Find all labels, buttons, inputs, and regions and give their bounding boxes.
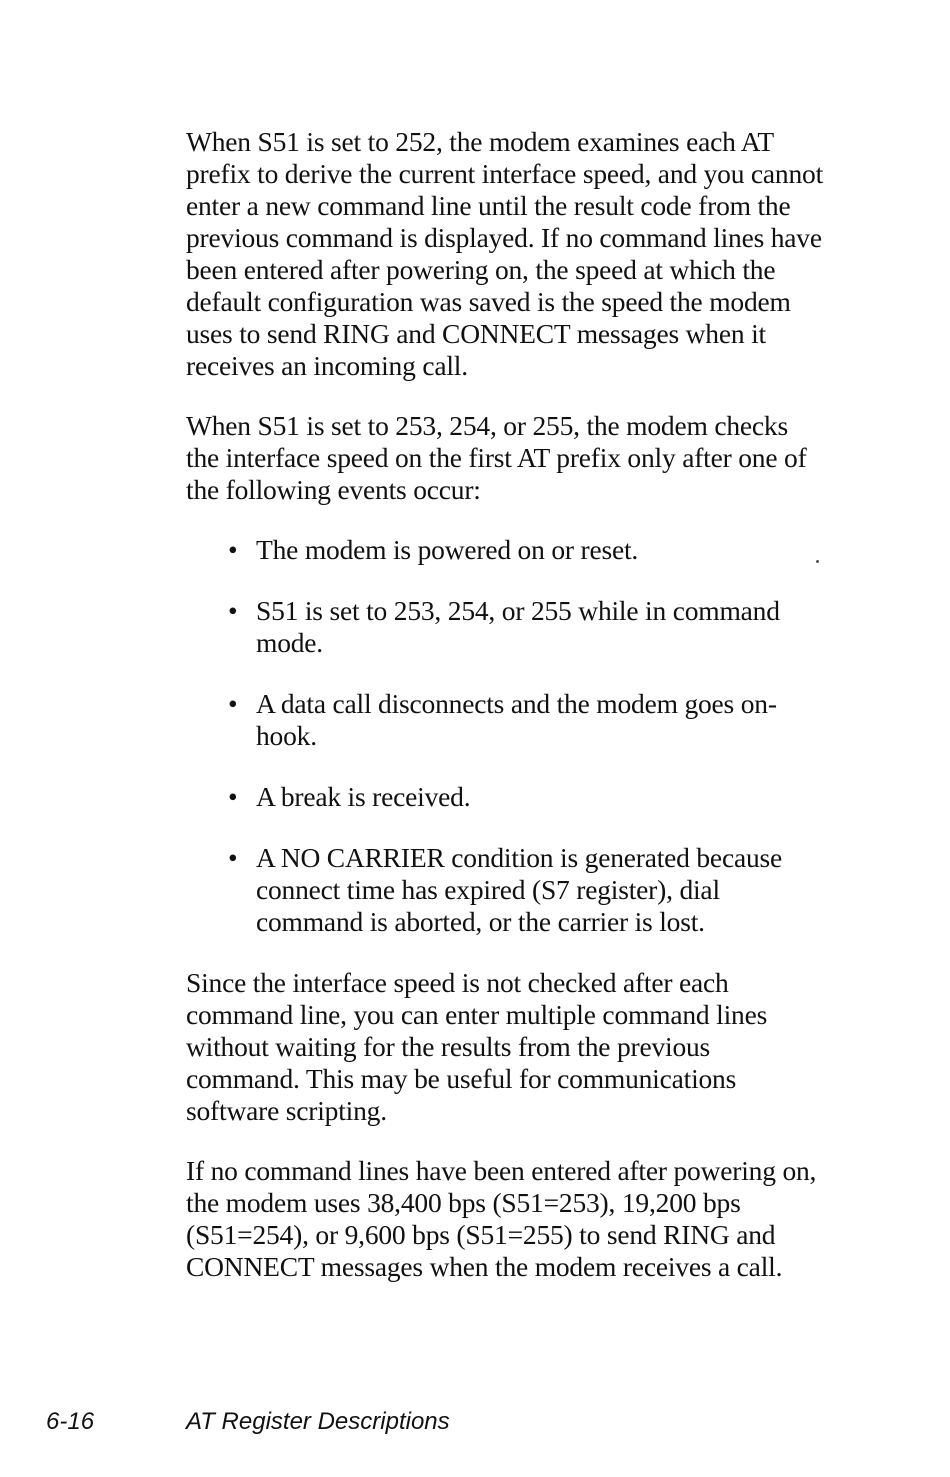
list-item bbox=[186, 781, 826, 813]
bullet-icon: • bbox=[228, 534, 238, 565]
bullet-icon: • bbox=[228, 781, 238, 812]
paragraph-s51-252: When S51 is set to 252, the modem examines each AT prefix to derive the current interface speed, and you cannot enter a new command line until the result code from the previous command is displayed. If no command lines have been entered after powering on, the speed at which the default configuration was saved is the speed the modem uses to send RING and CONNECT messages when it receives an incoming call. bbox=[186, 126, 824, 381]
bullet-icon: • bbox=[228, 595, 238, 626]
list-item bbox=[186, 842, 826, 938]
list-item-text: The modem is powered on or reset. bbox=[256, 534, 639, 565]
bullet-icon: • bbox=[228, 842, 238, 873]
page-number: 6-16 bbox=[46, 1408, 95, 1435]
paragraph-default-speeds: If no command lines have been entered after powering on, the modem uses 38,400 bps (S51=253), 19,200 bps (S51=254), or 9,600 bps (S51=255) to send RING and CONNECT messages when the modem receives a call. bbox=[186, 1155, 817, 1282]
list-item-text: A break is received. bbox=[256, 781, 471, 812]
list-item bbox=[186, 534, 826, 566]
list-item-text: A data call disconnects and the modem goes on-hook. bbox=[256, 688, 777, 751]
scan-speck bbox=[816, 560, 819, 563]
list-item bbox=[186, 595, 826, 659]
section-title: AT Register Descriptions bbox=[186, 1408, 450, 1435]
paragraph-not-checked: Since the interface speed is not checked after each command line, you can enter multiple command lines without waiting for the results from the previous command. This may be useful for communications software scripting. bbox=[186, 967, 768, 1126]
events-list bbox=[186, 534, 826, 938]
list-item-text: S51 is set to 253, 254, or 255 while in command mode. bbox=[256, 595, 780, 658]
list-item bbox=[186, 688, 826, 752]
body-text bbox=[186, 126, 826, 1311]
paragraph-s51-253-255: When S51 is set to 253, 254, or 255, the modem checks the interface speed on the first AT prefix only after one of the following events occur: bbox=[186, 410, 807, 505]
bullet-icon: • bbox=[228, 688, 238, 719]
list-item-text: A NO CARRIER condition is generated because connect time has expired (S7 register), dial command is aborted, or the carrier is lost. bbox=[256, 842, 783, 937]
